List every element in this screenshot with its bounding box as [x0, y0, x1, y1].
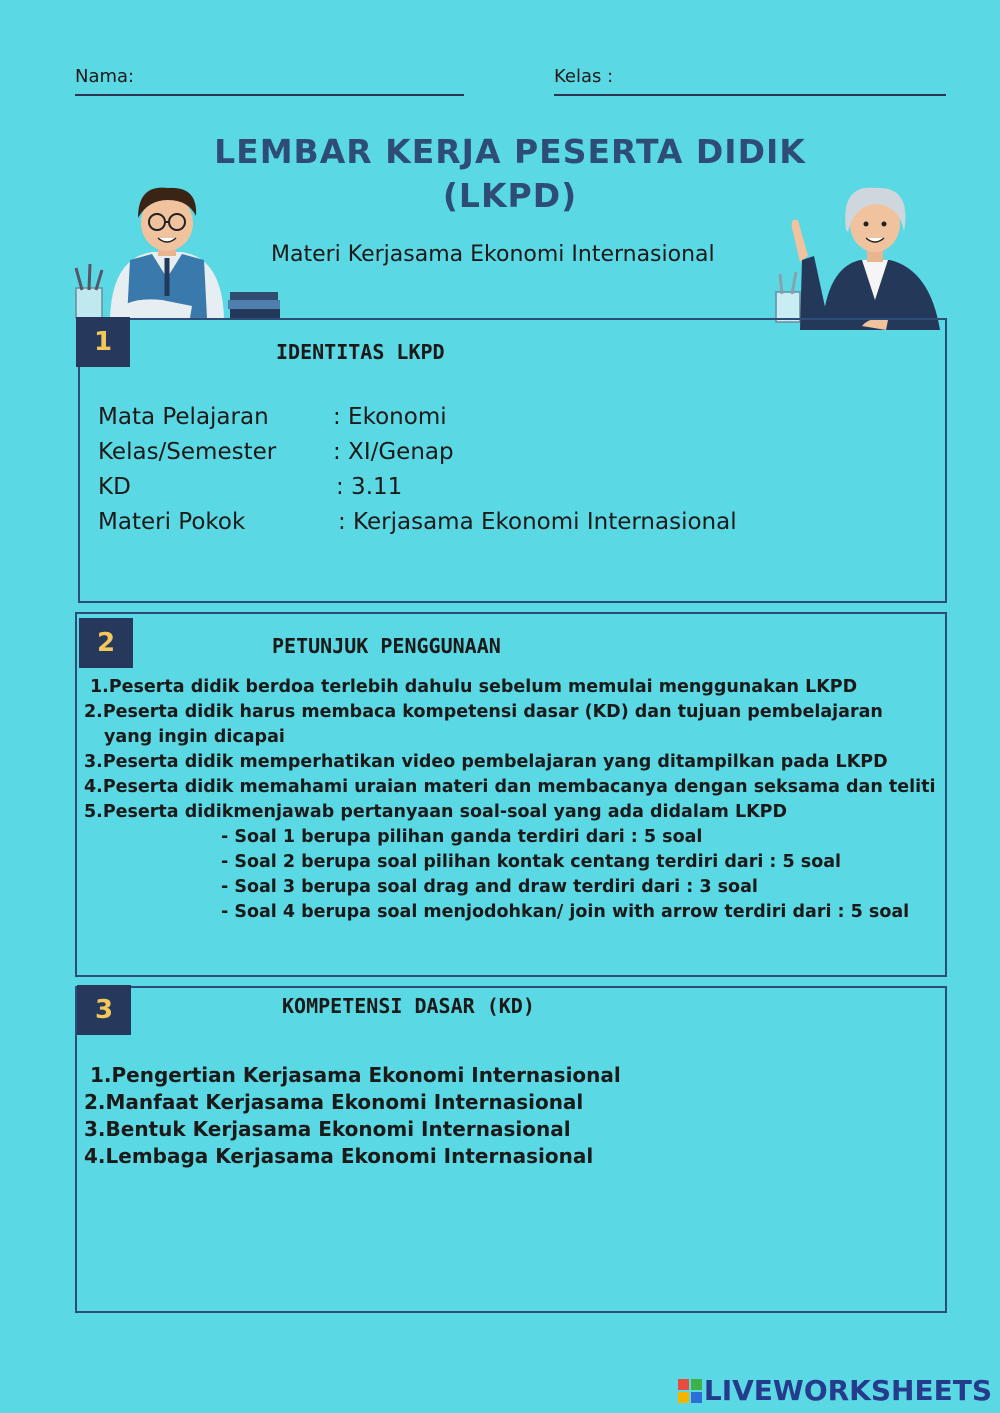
instruction-subitem: - Soal 4 berupa soal menjodohkan/ join with arrow terdiri dari : 5 soal — [221, 902, 910, 922]
instruction-item: 3.Peserta didik memperhatikan video pembelajaran yang ditampilkan pada LKPD — [84, 752, 888, 772]
instruction-item-continued: yang ingin dicapai — [104, 727, 285, 747]
instruction-item: 1.Peserta didik berdoa terlebih dahulu sebelum memulai menggunakan LKPD — [90, 677, 858, 697]
instruction-subitem: - Soal 2 berupa soal pilihan kontak centang terdiri dari : 5 soal — [221, 852, 842, 872]
identity-row-label: Kelas/Semester — [98, 439, 277, 465]
competency-item: 3.Bentuk Kerjasama Ekonomi Internasional — [84, 1117, 571, 1141]
section-3-badge: 3 — [77, 985, 131, 1035]
name-line[interactable] — [75, 94, 464, 96]
identity-row-value: : XI/Genap — [333, 439, 454, 465]
section-1-badge: 1 — [76, 317, 130, 367]
title-line2: (LKPD) — [442, 176, 578, 215]
section-2-badge: 2 — [79, 618, 133, 668]
identity-row-label: KD — [98, 474, 131, 500]
name-label: Nama: — [75, 66, 135, 87]
class-label: Kelas : — [554, 66, 614, 87]
competency-item: 4.Lembaga Kerjasama Ekonomi Internasional — [84, 1144, 594, 1168]
instruction-subitem: - Soal 1 berupa pilihan ganda terdiri dari : 5 soal — [221, 827, 703, 847]
subtitle: Materi Kerjasama Ekonomi Internasional — [271, 242, 715, 267]
teacher-illustration — [770, 180, 948, 330]
competency-item: 2.Manfaat Kerjasama Ekonomi Internasional — [84, 1090, 584, 1114]
identity-row-label: Materi Pokok — [98, 509, 246, 535]
instructions-title: PETUNJUK PENGGUNAAN — [272, 634, 501, 658]
identity-row-value: : Kerjasama Ekonomi Internasional — [338, 509, 737, 535]
competency-title: KOMPETENSI DASAR (KD) — [282, 994, 535, 1018]
title-line1: LEMBAR KERJA PESERTA DIDIK — [214, 132, 806, 171]
liveworksheets-logo-icon — [678, 1379, 702, 1403]
identity-row-value: : Ekonomi — [333, 404, 447, 430]
student-illustration — [72, 178, 282, 320]
class-line[interactable] — [554, 94, 946, 96]
instruction-subitem: - Soal 3 berupa soal drag and draw terdiri dari : 3 soal — [221, 877, 758, 897]
instruction-item: 5.Peserta didikmenjawab pertanyaan soal-soal yang ada didalam LKPD — [84, 802, 788, 822]
competency-item: 1.Pengertian Kerjasama Ekonomi Internasional — [90, 1063, 621, 1087]
instruction-item: 4.Peserta didik memahami uraian materi dan membacanya dengan seksama dan teliti — [84, 777, 936, 797]
pencil-cup-icon — [76, 288, 102, 318]
identity-row-label: Mata Pelajaran — [98, 404, 269, 430]
identity-row-value: : 3.11 — [336, 474, 403, 500]
brand-text: LIVEWORKSHEETS — [703, 1374, 992, 1407]
liveworksheets-brand[interactable] — [678, 1374, 992, 1407]
identity-title: IDENTITAS LKPD — [276, 340, 445, 364]
instruction-item: 2.Peserta didik harus membaca kompetensi dasar (KD) dan tujuan pembelajaran — [84, 702, 883, 722]
